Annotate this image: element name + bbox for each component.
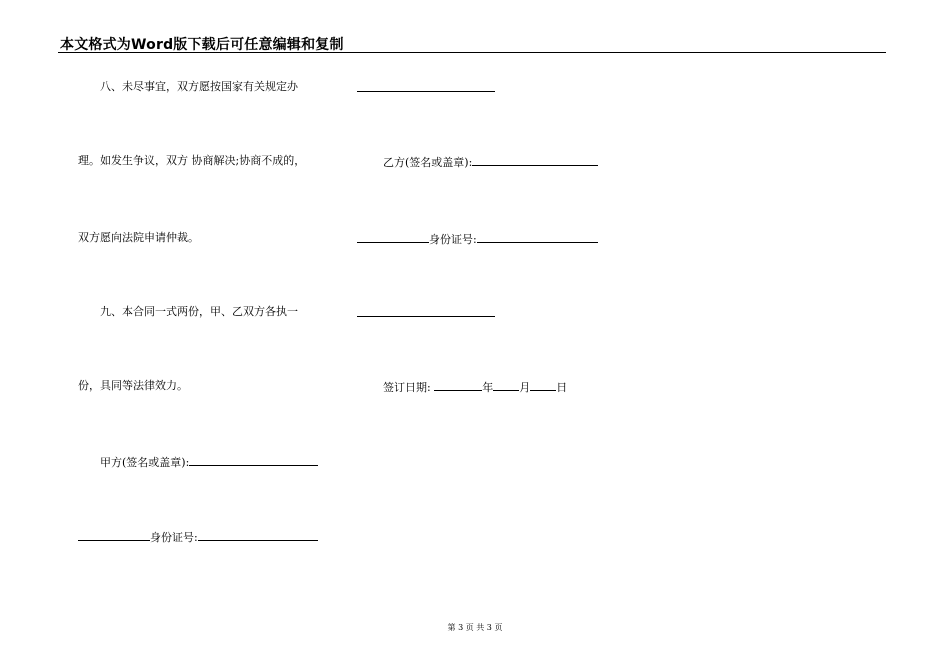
- party-b-extra-blank[interactable]: [357, 231, 429, 243]
- party-a-signature-blank[interactable]: [189, 454, 318, 466]
- party-b-signature-row: [383, 154, 598, 170]
- party-a-id-row: [78, 529, 318, 545]
- party-b-id-label: 身份证号:: [429, 233, 477, 246]
- document-header-title: 本文格式为Word版下载后可任意编辑和复制: [60, 37, 344, 53]
- right-blank-line-2[interactable]: [357, 316, 495, 317]
- page-footer: 第 3 页 共 3 页: [447, 623, 503, 632]
- party-b-signature-blank[interactable]: [472, 154, 598, 166]
- clause-8-line-1: 八、未尽事宜，双方愿按国家有关规定办: [100, 80, 298, 93]
- signing-date-label: 签订日期:: [383, 381, 431, 394]
- party-a-extra-blank[interactable]: [78, 529, 150, 541]
- party-a-id-blank[interactable]: [198, 529, 318, 541]
- day-label: 日: [556, 381, 568, 394]
- signing-day-blank[interactable]: [530, 379, 556, 391]
- header-divider: [58, 52, 886, 53]
- signing-date-row: [383, 379, 567, 395]
- signing-month-blank[interactable]: [493, 379, 519, 391]
- party-a-signature-row: [100, 454, 318, 470]
- clause-8-line-2: 理。如发生争议，双方 协商解决;协商不成的，: [78, 154, 306, 167]
- party-b-id-blank[interactable]: [477, 231, 598, 243]
- signing-year-blank[interactable]: [434, 379, 482, 391]
- clause-8-line-3: 双方愿向法院申请仲裁。: [78, 231, 199, 244]
- party-b-signature-label: 乙方(签名或盖章):: [383, 156, 473, 169]
- clause-9-line-2: 份，具同等法律效力。: [78, 379, 188, 392]
- month-label: 月: [519, 381, 531, 394]
- year-label: 年: [482, 381, 494, 394]
- party-b-id-row: [357, 231, 598, 247]
- right-blank-line-1[interactable]: [357, 91, 495, 92]
- party-a-signature-label: 甲方(签名或盖章):: [100, 456, 190, 469]
- party-a-id-label: 身份证号:: [150, 531, 198, 544]
- clause-9-line-1: 九、本合同一式两份，甲、乙双方各执一: [100, 305, 298, 318]
